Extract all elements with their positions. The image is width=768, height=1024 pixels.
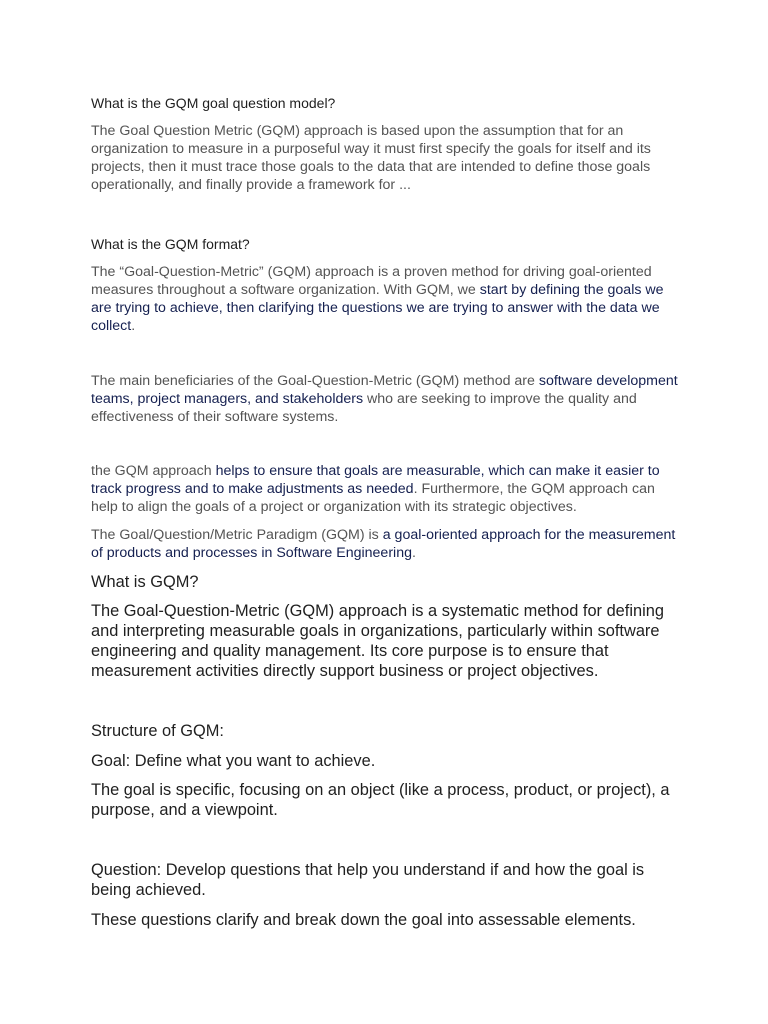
highlighted-answer-text: software development teams, project managers, and stakeholders bbox=[91, 373, 678, 407]
question-heading-gqm-model: What is the GQM goal question model? bbox=[91, 95, 336, 111]
goal-line: Goal: Define what you want to achieve. bbox=[91, 752, 376, 770]
highlighted-answer-text: start by defining the goals we are trying to achieve, then clarifying the questions we are trying to answer with the data we collect bbox=[91, 282, 664, 334]
answer-snippet-gqm-paradigm bbox=[91, 526, 681, 562]
answer-text: who are seeking to improve the quality and effectiveness of their software systems. bbox=[91, 391, 637, 425]
answer-text: The main beneficiaries of the Goal-Question-Metric (GQM) method are bbox=[91, 373, 539, 389]
answer-snippet-gqm-model: The Goal Question Metric (GQM) approach is based upon the assumption that for an organization to measure in a purposeful way it must first specify the goals for itself and its projects, then it must trace those goals to the data that are intended to define those goals operationally, and finally provide a framework for ... bbox=[91, 123, 651, 193]
answer-snippet-measurable-goals bbox=[91, 462, 681, 516]
question-heading-gqm-format bbox=[91, 235, 681, 253]
answer-text: . bbox=[412, 545, 416, 561]
answer-text: . Furthermore, the GQM approach can help to align the goals of a project or organization with its strategic objectives. bbox=[91, 481, 655, 515]
answer-text: The Goal/Question/Metric Paradigm (GQM) is bbox=[91, 527, 383, 543]
answer-text: The “Goal-Question-Metric” (GQM) approach is a proven method for driving goal-oriented measures throughout a software organization. With GQM, we bbox=[91, 264, 652, 298]
answer-snippet-beneficiaries bbox=[91, 372, 681, 426]
answer-snippet-gqm-format bbox=[91, 263, 681, 335]
section-heading-what-is-gqm: What is GQM? bbox=[91, 573, 199, 591]
section-heading-structure: Structure of GQM: bbox=[91, 722, 224, 740]
question-description: These questions clarify and break down the goal into assessable elements. bbox=[91, 911, 636, 929]
answer-text: . bbox=[131, 318, 136, 334]
goal-description: The goal is specific, focusing on an object (like a process, product, or project), a purpose, and a viewpoint. bbox=[91, 781, 670, 819]
highlighted-answer-text: a goal-oriented approach for the measurement of products and processes in Software Engineering bbox=[91, 527, 676, 561]
answer-text: the GQM approach bbox=[91, 463, 216, 479]
highlighted-answer-text: helps to ensure that goals are measurable, which can make it easier to track progress and to make adjustments as needed bbox=[91, 463, 660, 497]
question-heading-gqm-format-text: What is the GQM format? bbox=[91, 236, 250, 252]
question-line: Question: Develop questions that help you understand if and how the goal is being achieved. bbox=[91, 861, 645, 899]
paragraph-gqm-intro: The Goal-Question-Metric (GQM) approach is a systematic method for defining and interpreting measurable goals in organizations, particularly within software engineering and quality management. Its core purpose is to ensure that measurement activities directly support business or project objectives. bbox=[91, 602, 664, 680]
